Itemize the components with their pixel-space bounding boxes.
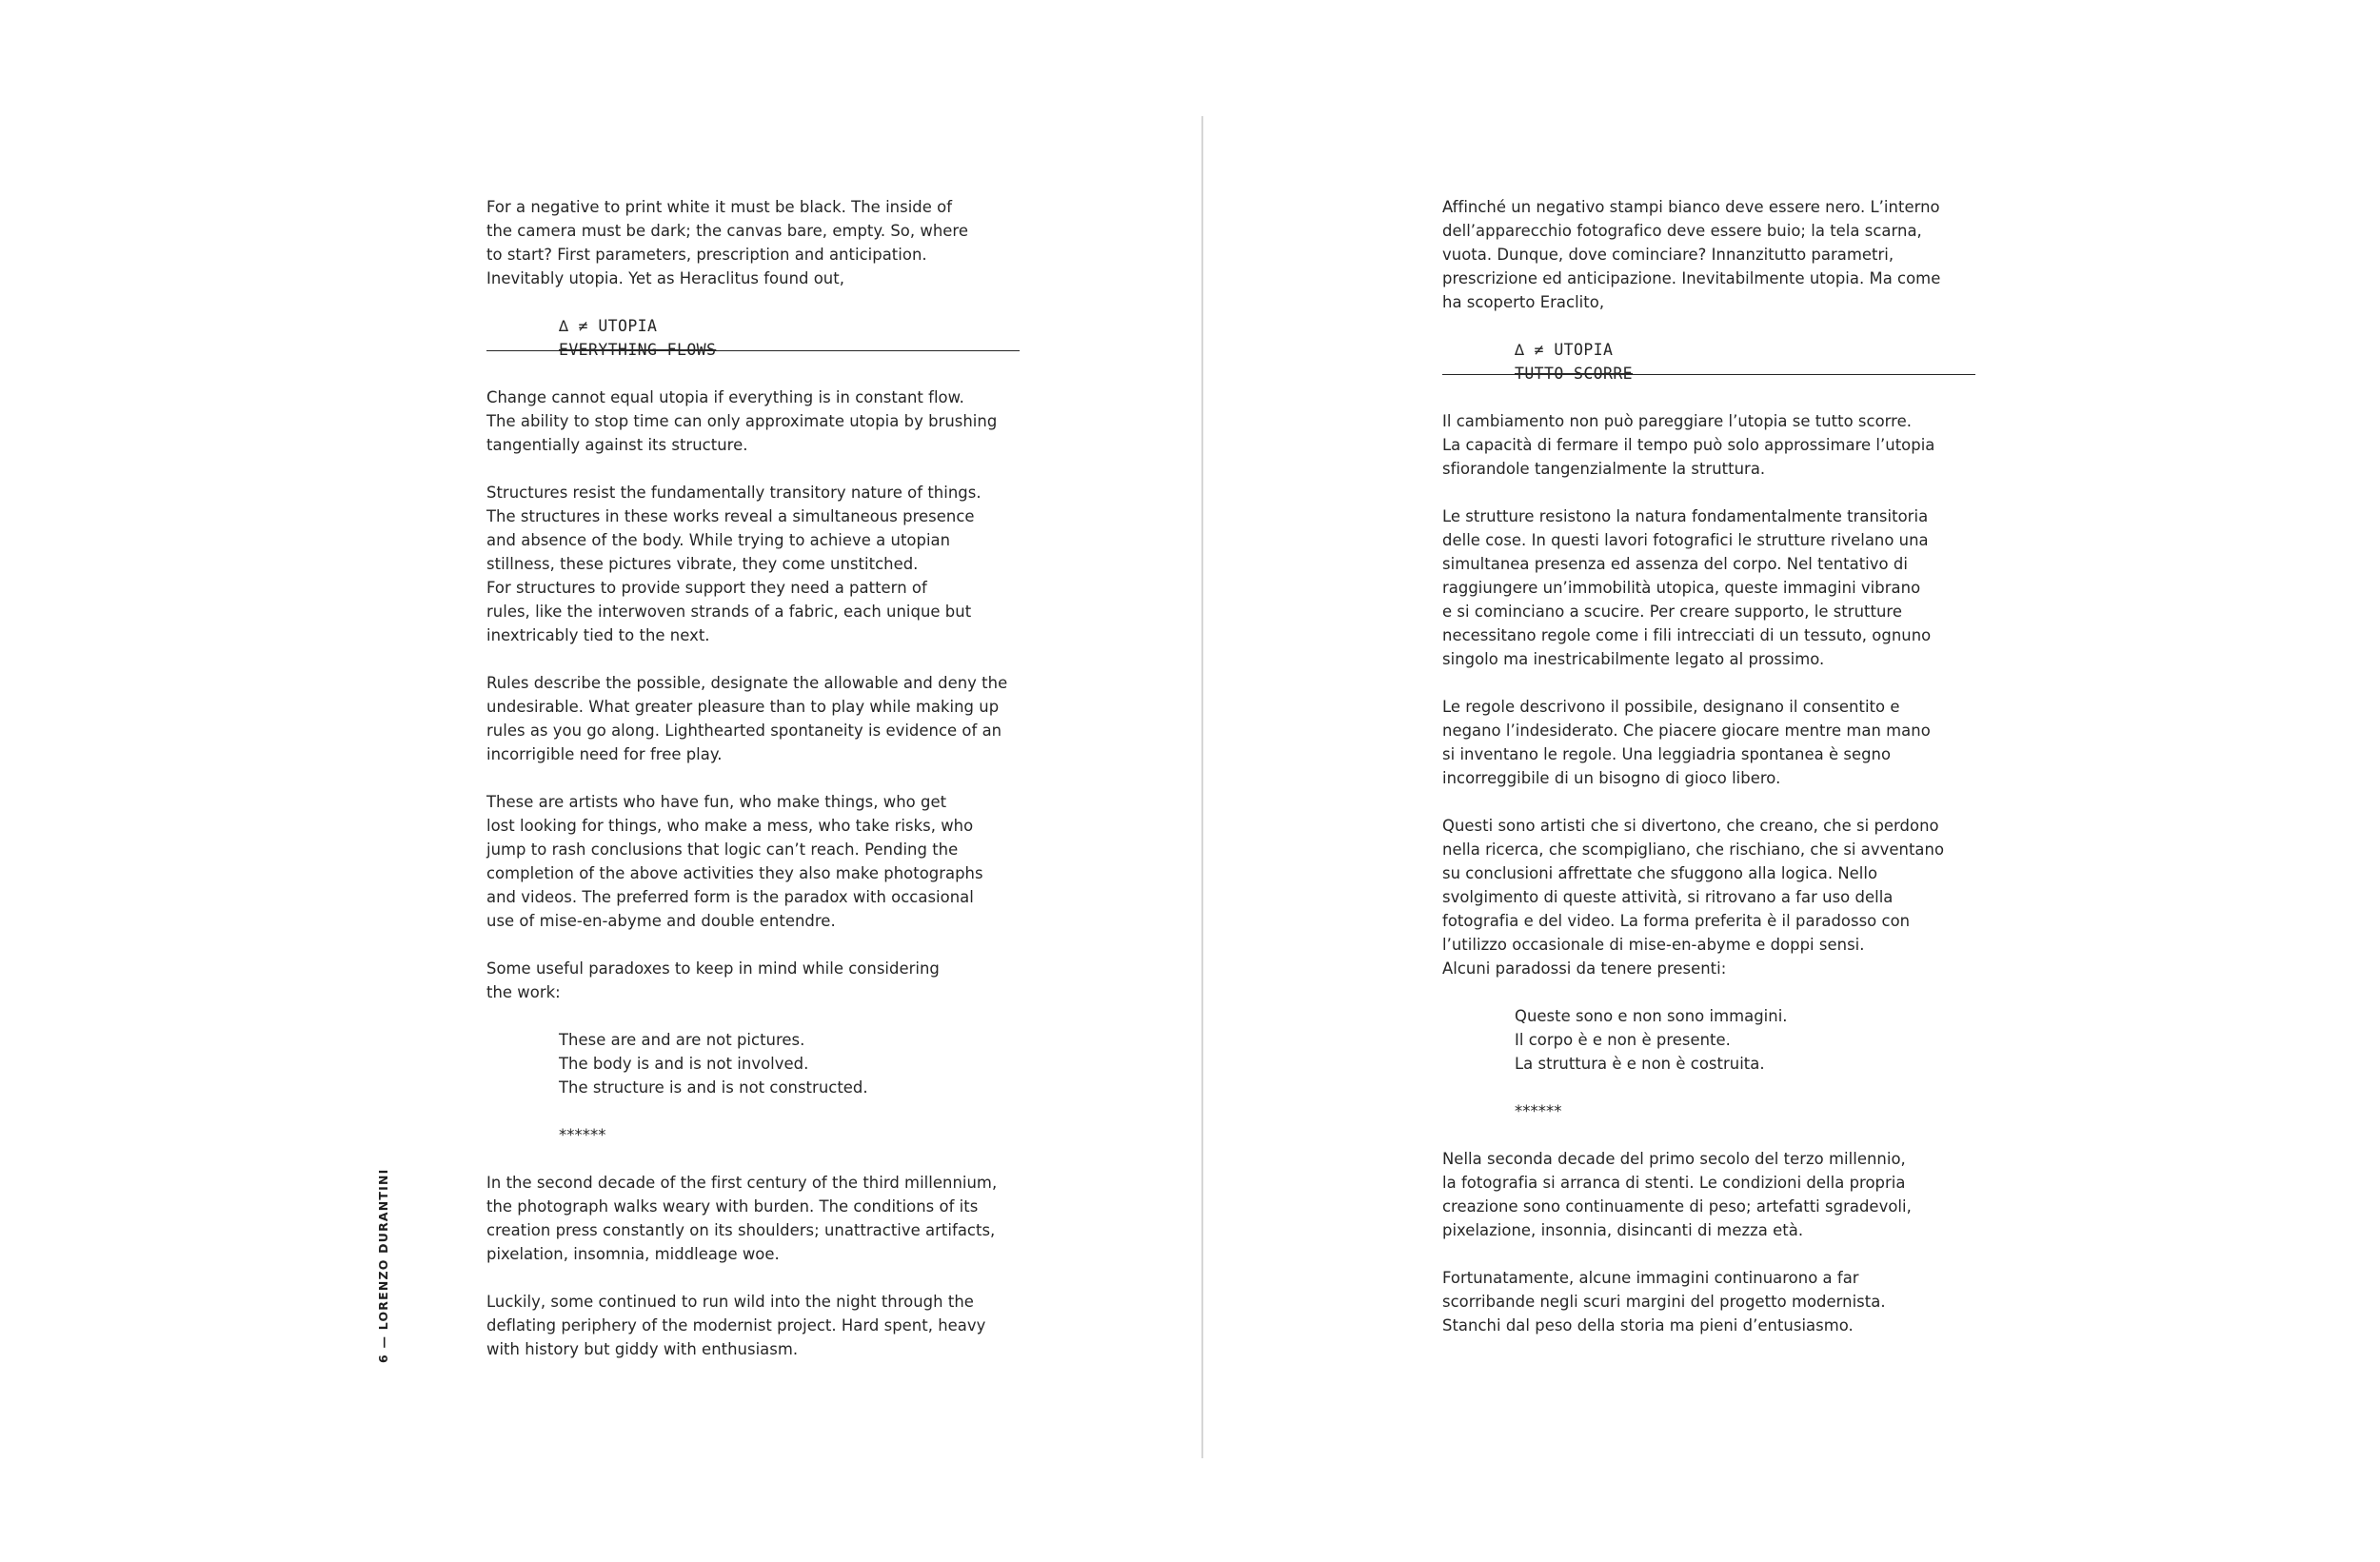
paradox-item: These are and are not pictures. — [559, 1031, 805, 1049]
text-line: La capacità di fermare il tempo può solo approssimare l’utopia — [1442, 436, 1935, 454]
text-line: the work: — [486, 983, 561, 1001]
formula-bottom — [486, 338, 1020, 362]
text-line: completion of the above activities they also make photographs — [486, 864, 983, 882]
paradox-item: La struttura è e non è costruita. — [1515, 1055, 1765, 1073]
text-line: nella ricerca, che scompigliano, che rischiano, che si avventano — [1442, 840, 1945, 859]
text-line: scorribande negli scuri margini del progetto modernista. — [1442, 1293, 1886, 1311]
text-line: creazione sono continuamente di peso; artefatti sgradevoli, — [1442, 1197, 1912, 1216]
text-line: the photograph walks weary with burden. The conditions of its — [486, 1197, 979, 1216]
text-line: to start? First parameters, prescription and anticipation. — [486, 246, 927, 264]
text-line: vuota. Dunque, dove cominciare? Innanzitutto parametri, — [1442, 246, 1894, 264]
text-line: l’utilizzo occasionale di mise-en-abyme e doppi sensi. — [1442, 936, 1865, 954]
text-line: incorrigible need for free play. — [486, 745, 723, 763]
text-line: tangentially against its structure. — [486, 436, 748, 454]
formula-bottom-text: TUTTO SCORRE — [1515, 365, 1634, 383]
paragraph-change — [486, 386, 1020, 457]
text-line: stillness, these pictures vibrate, they come unstitched. — [486, 555, 919, 573]
text-line: prescrizione ed anticipazione. Inevitabilmente utopia. Ma come — [1442, 269, 1941, 287]
formula-top: ∆ ≠ UTOPIA — [1515, 341, 1614, 359]
paragraph-rules — [1442, 695, 1975, 790]
paragraph-structures — [486, 481, 1020, 647]
formula-block — [1442, 338, 1975, 386]
text-line: use of mise-en-abyme and double entendre. — [486, 912, 836, 930]
text-line: jump to rash conclusions that logic can’t reach. Pending the — [486, 840, 959, 859]
paragraph-change — [1442, 409, 1975, 481]
paragraph-rules — [486, 671, 1020, 766]
text-line: Some useful paradoxes to keep in mind while considering — [486, 959, 940, 978]
text-line: Stanchi dal peso della storia ma pieni d’entusiasmo. — [1442, 1316, 1854, 1335]
text-line: necessitano regole come i fili intrecciati di un tessuto, ognuno — [1442, 626, 1932, 644]
text-line: svolgimento di queste attività, si ritrovano a far uso della — [1442, 888, 1894, 906]
text-line: Alcuni paradossi da tenere presenti: — [1442, 959, 1727, 978]
text-line: pixelation, insomnia, middleage woe. — [486, 1245, 780, 1263]
text-line: negano l’indesiderato. Che piacere giocare mentre man mano — [1442, 722, 1931, 740]
text-line: Le strutture resistono la natura fondamentalmente transitoria — [1442, 507, 1929, 525]
paragraph-luckily — [486, 1290, 1020, 1361]
paradox-item: The body is and is not involved. — [559, 1055, 809, 1073]
text-line: rules, like the interwoven strands of a fabric, each unique but — [486, 603, 972, 621]
section-divider-asterisks: ****** — [1515, 1102, 1562, 1120]
paragraph-fortunately — [1442, 1266, 1975, 1337]
text-line: lost looking for things, who make a mess, who take risks, who — [486, 817, 974, 835]
paradox-item: Queste sono e non sono immagini. — [1515, 1007, 1788, 1025]
paradox-item: Il corpo è e non è presente. — [1515, 1031, 1731, 1049]
text-line: Change cannot equal utopia if everything is in constant flow. — [486, 388, 964, 406]
page-number: 6 — [376, 1354, 390, 1363]
formula-bottom-text: EVERYTHING FLOWS — [559, 341, 717, 359]
text-line: Questi sono artisti che si divertono, che creano, che si perdono — [1442, 817, 1939, 835]
text-line: Le regole descrivono il possibile, designano il consentito e — [1442, 698, 1900, 716]
text-line: pixelazione, insonnia, disincanti di mezza età. — [1442, 1221, 1804, 1239]
text-line: raggiungere un’immobilità utopica, queste immagini vibrano — [1442, 579, 1921, 597]
text-line: Rules describe the possible, designate the allowable and deny the — [486, 674, 1008, 692]
paradox-list — [1442, 1004, 1975, 1076]
text-line: Inevitably utopia. Yet as Heraclitus found out, — [486, 269, 844, 287]
paradox-item: The structure is and is not constructed. — [559, 1078, 868, 1097]
text-line: These are artists who have fun, who make things, who get — [486, 793, 947, 811]
text-line: singolo ma inestricabilmente legato al prossimo. — [1442, 650, 1825, 668]
text-line: Fortunatamente, alcune immagini continuarono a far — [1442, 1269, 1859, 1287]
text-line: fotografia e del video. La forma preferita è il paradosso con — [1442, 912, 1911, 930]
text-line: The ability to stop time can only approximate utopia by brushing — [486, 412, 998, 430]
paragraph-paradoxes-intro — [486, 957, 1020, 1004]
text-line: Structures resist the fundamentally transitory nature of things. — [486, 484, 982, 502]
text-line: Nella seconda decade del primo secolo del terzo millennio, — [1442, 1150, 1906, 1168]
text-line: inextricably tied to the next. — [486, 626, 710, 644]
text-line: dell’apparecchio fotografico deve essere buio; la tela scarna, — [1442, 222, 1922, 240]
text-line: si inventano le regole. Una leggiadria spontanea è segno — [1442, 745, 1892, 763]
text-line: simultanea presenza ed assenza del corpo. Nel tentativo di — [1442, 555, 1908, 573]
text-line: Affinché un negativo stampi bianco deve essere nero. L’interno — [1442, 198, 1940, 216]
formula-bottom — [1442, 362, 1975, 386]
paragraph-second-decade — [1442, 1147, 1975, 1242]
text-line: For a negative to print white it must be black. The inside of — [486, 198, 953, 216]
left-page-text — [486, 195, 1020, 1361]
text-line: the camera must be dark; the canvas bare, empty. So, where — [486, 222, 968, 240]
paragraph-intro — [1442, 195, 1975, 314]
right-page-text — [1442, 195, 1975, 1337]
text-line: sfiorandole tangenzialmente la struttura. — [1442, 460, 1766, 478]
text-line: In the second decade of the first century of the third millennium, — [486, 1174, 998, 1192]
text-line: with history but giddy with enthusiasm. — [486, 1340, 799, 1358]
text-line: su conclusioni affrettate che sfuggono alla logica. Nello — [1442, 864, 1878, 882]
paragraph-second-decade — [486, 1171, 1020, 1266]
paradox-list — [486, 1028, 1020, 1099]
running-head-separator: — — [376, 1335, 390, 1349]
text-line: and videos. The preferred form is the paradox with occasional — [486, 888, 974, 906]
text-line: delle cose. In questi lavori fotografici le strutture rivelano una — [1442, 531, 1929, 549]
paragraph-structures — [1442, 504, 1975, 671]
section-divider-asterisks: ****** — [559, 1126, 606, 1144]
text-line: The structures in these works reveal a simultaneous presence — [486, 507, 975, 525]
text-line: For structures to provide support they need a pattern of — [486, 579, 927, 597]
text-line: undesirable. What greater pleasure than to play while making up — [486, 698, 1000, 716]
author-name: LORENZO DURANTINI — [376, 1168, 390, 1331]
text-line: incorreggibile di un bisogno di gioco libero. — [1442, 769, 1781, 787]
running-head — [376, 1168, 390, 1363]
text-line: Luckily, some continued to run wild into the night through the — [486, 1293, 974, 1311]
book-gutter — [1201, 116, 1203, 1458]
text-line: ha scoperto Eraclito, — [1442, 293, 1605, 311]
formula-top: ∆ ≠ UTOPIA — [559, 317, 658, 335]
text-line: Il cambiamento non può pareggiare l’utopia se tutto scorre. — [1442, 412, 1912, 430]
text-line: deflating periphery of the modernist project. Hard spent, heavy — [486, 1316, 986, 1335]
text-line: creation press constantly on its shoulders; unattractive artifacts, — [486, 1221, 996, 1239]
formula-block — [486, 314, 1020, 362]
text-line: la fotografia si arranca di stenti. Le condizioni della propria — [1442, 1174, 1906, 1192]
paragraph-artists — [486, 790, 1020, 933]
text-line: and absence of the body. While trying to achieve a utopian — [486, 531, 951, 549]
paragraph-intro — [486, 195, 1020, 290]
paragraph-artists — [1442, 814, 1975, 980]
text-line: rules as you go along. Lighthearted spontaneity is evidence of an — [486, 722, 1002, 740]
text-line: e si cominciano a scucire. Per creare supporto, le strutture — [1442, 603, 1902, 621]
